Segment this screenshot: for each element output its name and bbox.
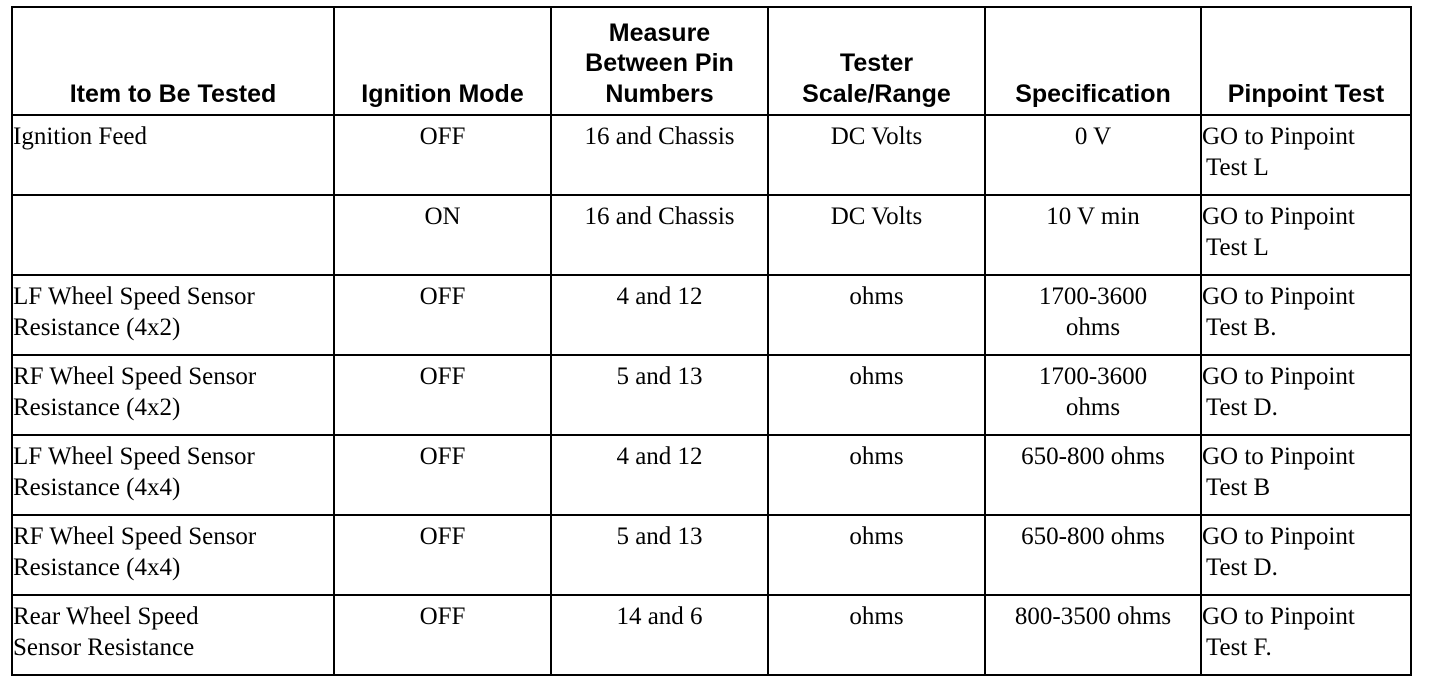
cell-ignition-mode: ON	[334, 195, 551, 275]
cell-specification	[985, 595, 1201, 675]
header-measure-between-pins	[551, 7, 768, 115]
pinpoint-test-line: Test L	[1206, 233, 1269, 261]
cell-tester-range: ohms	[768, 595, 985, 675]
cell-ignition-mode: OFF	[334, 115, 551, 195]
pinpoint-test-line: Test D.	[1206, 393, 1278, 421]
table-row	[12, 115, 1411, 195]
cell-tester-range: ohms	[768, 275, 985, 355]
pinpoint-test-line: GO to Pinpoint	[1202, 203, 1355, 230]
cell-pin-numbers: 5 and 13	[551, 355, 768, 435]
pinpoint-test-line: Test D.	[1206, 553, 1278, 581]
pinpoint-test-line: GO to Pinpoint	[1202, 603, 1355, 630]
cell-tester-range: ohms	[768, 515, 985, 595]
cell-item	[12, 115, 334, 195]
pinpoint-test-line: GO to Pinpoint	[1202, 283, 1355, 310]
cell-pin-numbers: 4 and 12	[551, 275, 768, 355]
cell-item-line: Rear Wheel Speed	[13, 603, 199, 630]
cell-item	[12, 195, 334, 275]
cell-pinpoint-test	[1201, 595, 1411, 675]
header-measure-line-3: Numbers	[605, 79, 714, 108]
cell-specification	[985, 355, 1201, 435]
cell-ignition-mode: OFF	[334, 515, 551, 595]
cell-item-line: Resistance (4x2)	[13, 393, 181, 421]
cell-specification-line: 10 V min	[1046, 203, 1140, 230]
cell-item	[12, 595, 334, 675]
cell-tester-range: DC Volts	[768, 115, 985, 195]
table-row	[12, 595, 1411, 675]
pinpoint-test-line: GO to Pinpoint	[1202, 123, 1355, 150]
pinpoint-test-line: GO to Pinpoint	[1202, 363, 1355, 390]
cell-tester-range: ohms	[768, 435, 985, 515]
cell-item	[12, 275, 334, 355]
cell-specification-line: 1700-3600	[1038, 363, 1148, 390]
header-measure-line-2: Between Pin	[585, 49, 734, 77]
cell-pinpoint-test	[1201, 115, 1411, 195]
header-pinpoint-test: Pinpoint Test	[1201, 7, 1411, 115]
cell-pin-numbers: 4 and 12	[551, 435, 768, 515]
cell-specification-line: 800-3500 ohms	[1014, 603, 1172, 630]
cell-item-line: LF Wheel Speed Sensor	[13, 283, 255, 310]
cell-pin-numbers: 14 and 6	[551, 595, 768, 675]
header-tester-line-2: Scale/Range	[802, 79, 951, 108]
diagnostic-spec-table	[11, 6, 1412, 676]
cell-ignition-mode: OFF	[334, 275, 551, 355]
header-measure-line-1: Measure	[608, 18, 711, 47]
cell-specification	[985, 275, 1201, 355]
cell-pinpoint-test	[1201, 355, 1411, 435]
table-body	[12, 115, 1411, 675]
cell-pinpoint-test	[1201, 435, 1411, 515]
pinpoint-test-line: Test F.	[1206, 633, 1272, 661]
cell-item-line: Sensor Resistance	[13, 633, 195, 661]
table-row	[12, 275, 1411, 355]
pinpoint-test-line: Test B.	[1206, 313, 1277, 341]
cell-pin-numbers: 5 and 13	[551, 515, 768, 595]
cell-specification	[985, 515, 1201, 595]
cell-pinpoint-test	[1201, 195, 1411, 275]
header-tester-scale-range	[768, 7, 985, 115]
cell-item-line: Resistance (4x4)	[13, 473, 181, 501]
header-specification: Specification	[985, 7, 1201, 115]
cell-pin-numbers: 16 and Chassis	[551, 195, 768, 275]
cell-item-line: RF Wheel Speed Sensor	[13, 363, 257, 390]
cell-specification	[985, 115, 1201, 195]
cell-specification-line: ohms	[1065, 313, 1121, 341]
pinpoint-test-line: GO to Pinpoint	[1202, 523, 1355, 550]
cell-tester-range: ohms	[768, 355, 985, 435]
cell-specification	[985, 195, 1201, 275]
cell-pinpoint-test	[1201, 275, 1411, 355]
cell-ignition-mode: OFF	[334, 435, 551, 515]
cell-specification	[985, 435, 1201, 515]
cell-tester-range: DC Volts	[768, 195, 985, 275]
cell-pin-numbers: 16 and Chassis	[551, 115, 768, 195]
cell-item	[12, 435, 334, 515]
pinpoint-test-line: Test B	[1206, 473, 1271, 501]
pinpoint-test-line: Test L	[1206, 153, 1269, 181]
table-row	[12, 515, 1411, 595]
table-row	[12, 355, 1411, 435]
cell-item-line: Resistance (4x4)	[13, 553, 181, 581]
header-ignition-mode: Ignition Mode	[334, 7, 551, 115]
cell-item-line: LF Wheel Speed Sensor	[13, 443, 255, 470]
cell-specification-line: 0 V	[1074, 123, 1112, 150]
cell-item	[12, 355, 334, 435]
cell-specification-line: 1700-3600	[1038, 283, 1148, 310]
cell-item	[12, 515, 334, 595]
table-row	[12, 435, 1411, 515]
cell-ignition-mode: OFF	[334, 355, 551, 435]
header-row	[12, 7, 1411, 115]
cell-ignition-mode: OFF	[334, 595, 551, 675]
table-row	[12, 195, 1411, 275]
header-tester-line-1: Tester	[839, 49, 914, 77]
cell-item-line: Resistance (4x2)	[13, 313, 181, 341]
cell-specification-line: 650-800 ohms	[1021, 443, 1165, 470]
cell-specification-line: ohms	[1065, 393, 1121, 421]
cell-item-line: Ignition Feed	[13, 123, 148, 150]
cell-specification-line: 650-800 ohms	[1021, 523, 1165, 550]
pinpoint-test-line: GO to Pinpoint	[1202, 443, 1355, 470]
header-item-to-be-tested: Item to Be Tested	[12, 7, 334, 115]
cell-item-line: RF Wheel Speed Sensor	[13, 523, 257, 550]
cell-pinpoint-test	[1201, 515, 1411, 595]
